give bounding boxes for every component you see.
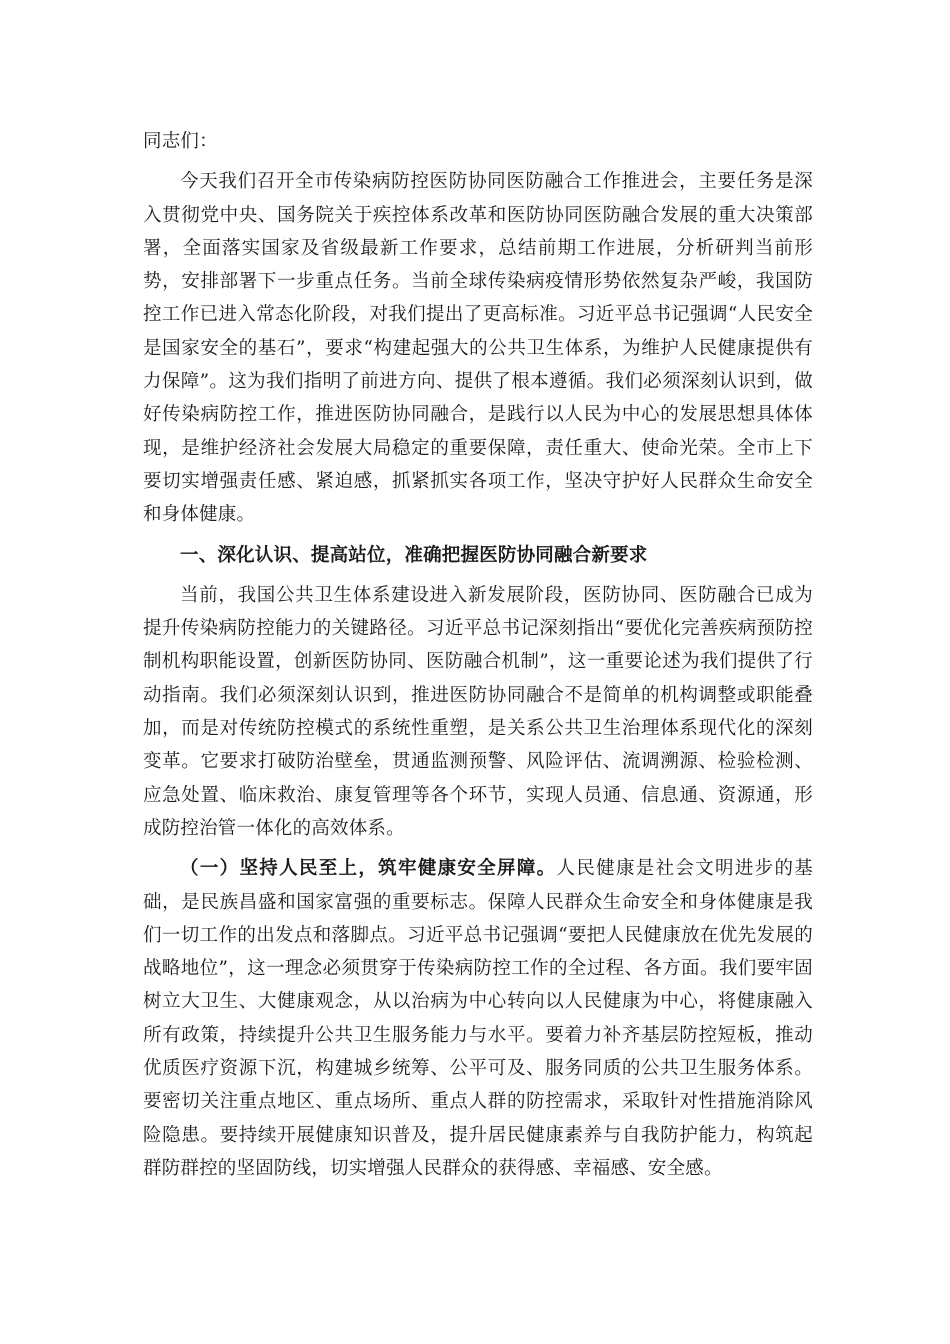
document-body bbox=[143, 125, 813, 1185]
greeting: 同志们： bbox=[143, 131, 218, 152]
section-heading: 一、深化认识、提高站位，准确把握医防协同融合新要求 bbox=[180, 544, 648, 566]
section-paragraph: 当前，我国公共卫生体系建设进入新发展阶段，医防协同、医防融合已成为提升传染病防控能力的关键路径。习近平总书记深刻指出“要优化完善疾病预防控制机构职能设置，创新医防协同、医防融合机制”，这一重要论述为我们提供了行动指南。我们必须深刻认识到，推进医防协同融合不是简单的机构调整或职能叠加，而是对传统防控模式的系统性重塑，是关系公共卫生治理体系现代化的深刻变革。它要求打破防治壁垒，贯通监测预警、风险评估、流调溯源、检验检测、应急处置、临床救治、康复管理等各个环节，实现人员通、信息通、资源通，形成防控治管一体化的高效体系。 bbox=[143, 584, 813, 839]
subsection-lead: （一）坚持人民至上，筑牢健康安全屏障。 bbox=[180, 858, 557, 880]
subsection-text: 人民健康是社会文明进步的基础，是民族昌盛和国家富强的重要标志。保障人民群众生命安全和身体健康是我们一切工作的出发点和落脚点。习近平总书记强调“要把人民健康放在优先发展的战略地位”，这一理念必须贯穿于传染病防控工作的全过程、各方面。我们要牢固树立大卫生、大健康观念，从以治病为中心转向以人民健康为中心，将健康融入所有政策，持续提升公共卫生服务能力与水平。要着力补齐基层防控短板，推动优质医疗资源下沉，构建城乡统筹、公平可及、服务同质的公共卫生服务体系。要密切关注重点地区、重点场所、重点人群的防控需求，采取针对性措施消除风险隐患。要持续开展健康知识普及，提升居民健康素养与自我防护能力，构筑起群防群控的坚固防线，切实增强人民群众的获得感、幸福感、安全感。 bbox=[143, 858, 813, 1179]
intro-paragraph: 今天我们召开全市传染病防控医防协同医防融合工作推进会，主要任务是深入贯彻党中央、国务院关于疾控体系改革和医防协同医防融合发展的重大决策部署，全面落实国家及省级最新工作要求，总结前期工作进展，分析研判当前形势，安排部署下一步重点任务。当前全球传染病疫情形势依然复杂严峻，我国防控工作已进入常态化阶段，对我们提出了更高标准。习近平总书记强调“人民安全是国家安全的基石”，要求“构建起强大的公共卫生体系，为维护人民健康提供有力保障”。这为我们指明了前进方向、提供了根本遵循。我们必须深刻认识到，做好传染病防控工作，推进医防协同融合，是践行以人民为中心的发展思想具体体现，是维护经济社会发展大局稳定的重要保障，责任重大、使命光荣。全市上下要切实增强责任感、紧迫感，抓紧抓实各项工作，坚决守护好人民群众生命安全和身体健康。 bbox=[143, 171, 813, 526]
subsection-paragraph bbox=[143, 852, 813, 1185]
